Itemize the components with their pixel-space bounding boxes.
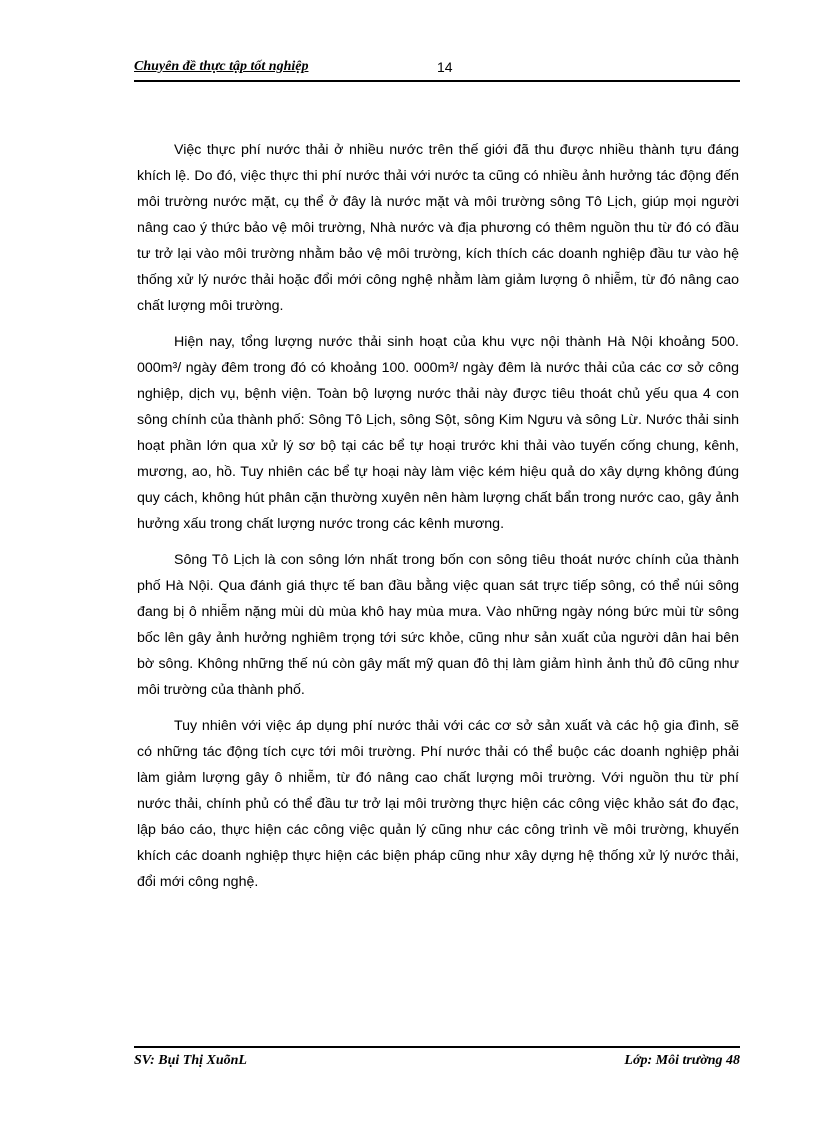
document-title: Chuyên đề thực tập tốt nghiệp: [134, 59, 309, 74]
footer-student: SV: Bụi Thị XuõnL: [134, 1053, 247, 1068]
page-number: 14: [437, 59, 453, 75]
paragraph-4: Tuy nhiên với việc áp dụng phí nước thải với các cơ sở sản xuất và các hộ gia đình, sẽ có những tác động tích cực tới môi trường. Phí nước thải có thể buộc các doanh nghiệp phải làm giảm lượng gây ô nhiễm, từ đó nâng cao chất lượng môi trường. Với nguồn thu từ phí nước thải, chính phủ có thể đầu tư trở lại môi trường thực hiện các công việc khảo sát đo đạc, lập báo cáo, thực hiện các công việc quản lý cũng như các công trình về môi trường, khuyến khích các doanh nghiệp thực hiện các biện pháp cũng như xây dựng hệ thống xử lý nước thải, đổi mới công nghệ.: [137, 718, 739, 890]
paragraph-2: Hiện nay, tổng lượng nước thải sinh hoạt của khu vực nội thành Hà Nội khoảng 500. 000m³/ ngày đêm trong đó có khoảng 100. 000m³/ ngày đêm là nước thải của các cơ sở công nghiệp, dịch vụ, bệnh viện. Toàn bộ lượng nước thải này được tiêu thoát chủ yếu qua 4 con sông chính của thành phố: Sông Tô Lịch, sông Sột, sông Kim Ngưu và sông Lừ. Nước thải sinh hoạt phần lớn qua xử lý sơ bộ tại các bể tự hoại trước khi thải vào tuyến cống chung, kênh, mương, ao, hồ. Tuy nhiên các bể tự hoại này làm việc kém hiệu quả do xây dựng không đúng quy cách, không hút phân cặn thường xuyên nên hàm lượng chất bẩn trong nước cao, gây ảnh hưởng xấu trong chất lượng nước trong các kênh mương.: [137, 334, 739, 532]
page-footer: [134, 1046, 740, 1072]
page-header: [134, 58, 740, 82]
paragraph-1: Việc thực phí nước thải ở nhiều nước trên thế giới đã thu được nhiều thành tựu đáng khích lệ. Do đó, việc thực thi phí nước thải với nước ta cũng có nhiều ảnh hưởng tác động đến môi trường nước mặt, cụ thể ở đây là nước mặt và môi trường sông Tô Lịch, giúp mọi người nâng cao ý thức bảo vệ môi trường, Nhà nước và địa phương có thêm nguồn thu từ đó có đầu tư trở lại vào môi trường nhằm bảo vệ môi trường, kích thích các doanh nghiệp đầu tư vào hệ thống xử lý nước thải hoặc đổi mới công nghệ nhằm làm giảm lượng ô nhiễm, từ đó nâng cao chất lượng môi trường.: [137, 142, 739, 314]
paragraph-3: Sông Tô Lịch là con sông lớn nhất trong bốn con sông tiêu thoát nước chính của thành phố Hà Nội. Qua đánh giá thực tế ban đầu bằng việc quan sát trực tiếp sông, có thể núi sông đang bị ô nhiễm nặng mùi dù mùa khô hay mùa mưa. Vào những ngày nóng bức mùi từ sông bốc lên gây ảnh hưởng nghiêm trọng tới sức khỏe, cũng như sản xuất của người dân hai bên bờ sông. Không những thế nú còn gây mất mỹ quan đô thị làm giảm hình ảnh thủ đô cũng như môi trường của thành phố.: [137, 552, 739, 698]
document-body: [137, 137, 739, 905]
footer-class: Lớp: Môi trường 48: [624, 1053, 740, 1068]
